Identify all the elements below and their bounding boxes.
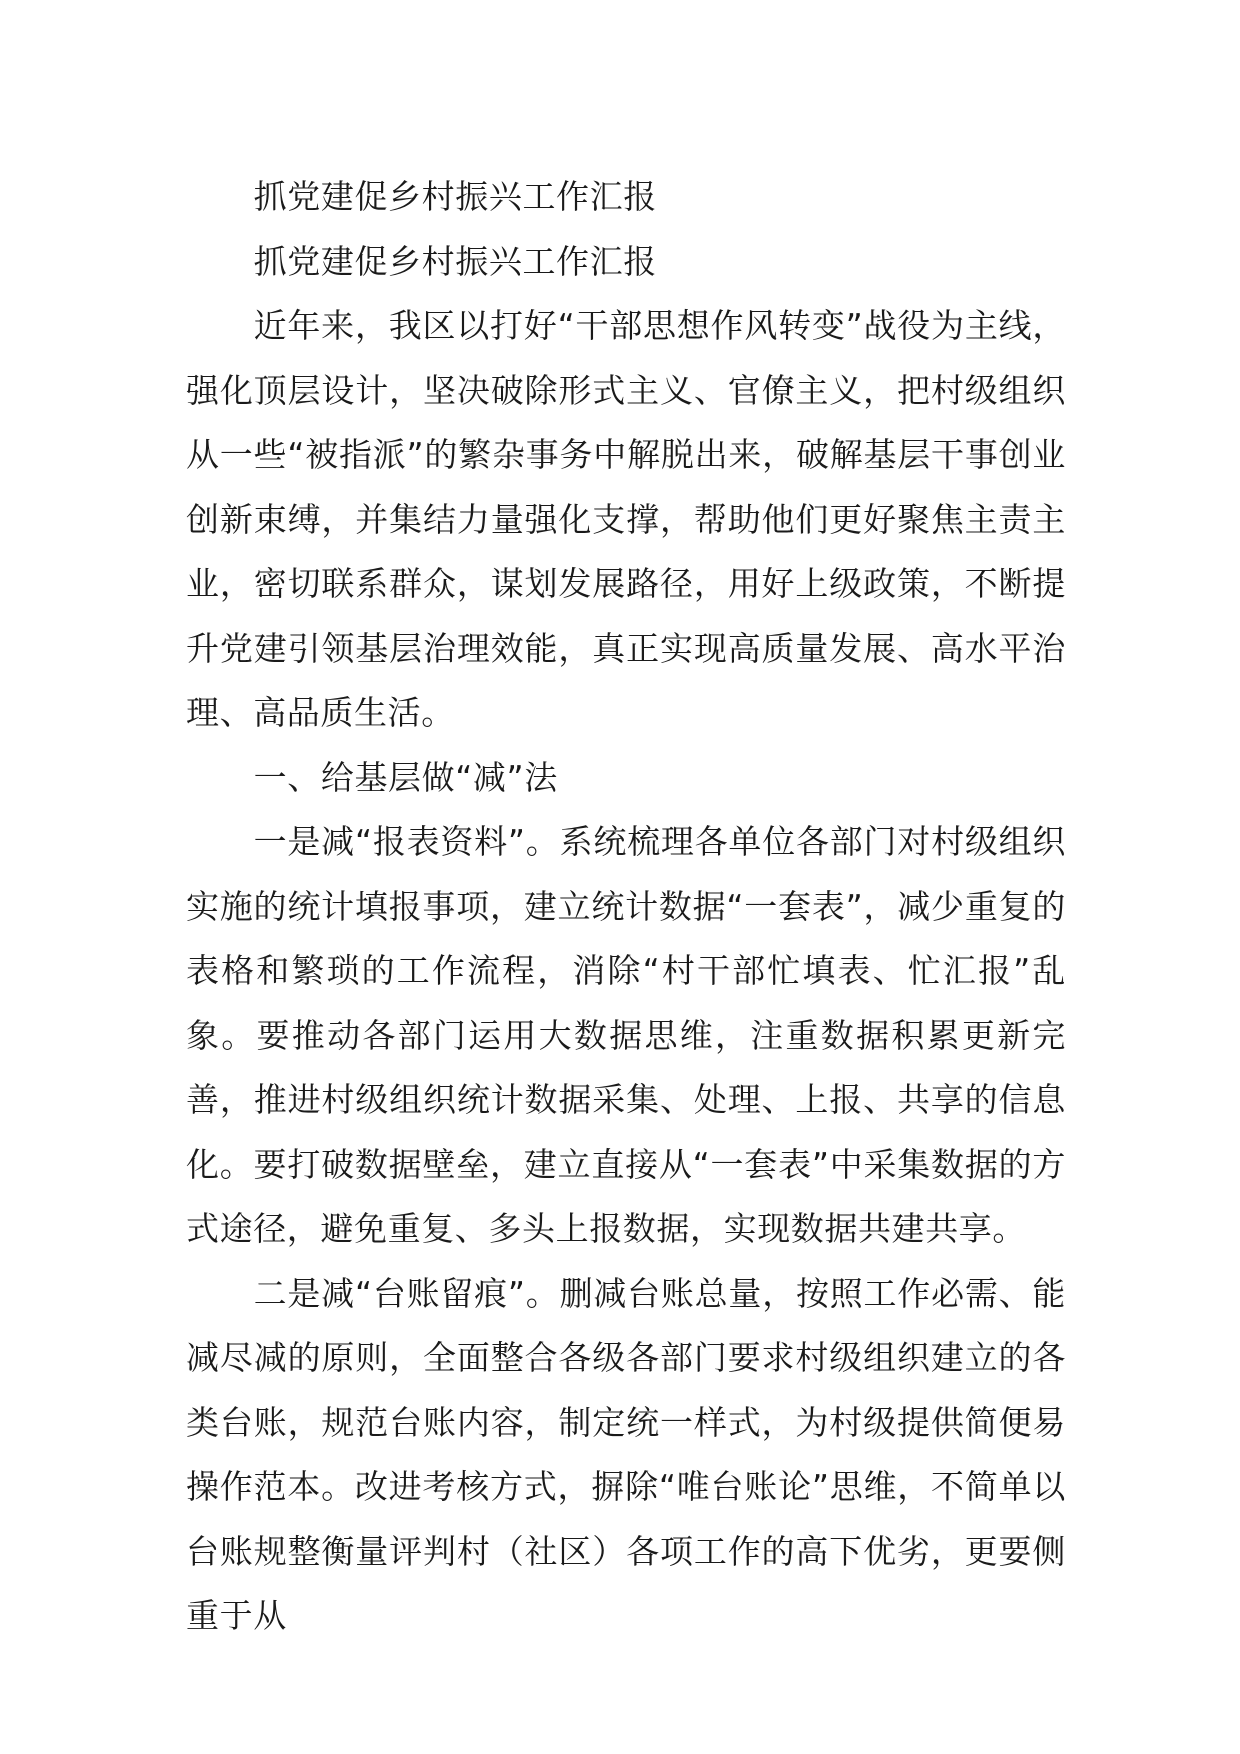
document-body [186, 165, 1066, 1649]
body-paragraph: 一是减“报表资料”。系统梳理各单位各部门对村级组织实施的统计填报事项，建立统计数据“一套表”，减少重复的表格和繁琐的工作流程，消除“村干部忙填表、忙汇报”乱象。要推动各部门运用大数据思维，注重数据积累更新完善，推进村级组织统计数据采集、处理、上报、共享的信息化。要打破数据壁垒，建立直接从“一套表”中采集数据的方式途径，避免重复、多头上报数据，实现数据共建共享。 [186, 822, 1066, 1248]
document-title: 抓党建促乡村振兴工作汇报 [253, 177, 657, 216]
body-paragraph: 二是减“台账留痕”。删减台账总量，按照工作必需、能减尽减的原则，全面整合各级各部门要求村级组织建立的各类台账，规范台账内容，制定统一样式，为村级提供简便易操作范本。改进考核方式，摒除“唯台账论”思维，不简单以台账规整衡量评判村（社区）各项工作的高下优劣，更要侧重于从 [186, 1273, 1066, 1635]
document-title-repeat: 抓党建促乡村振兴工作汇报 [253, 241, 657, 281]
section-heading: 一、给基层做“减”法 [253, 757, 558, 797]
intro-paragraph: 近年来，我区以打好“干部思想作风转变”战役为主线，强化顶层设计，坚决破除形式主义、官僚主义，把村级组织从一些“被指派”的繁杂事务中解脱出来，破解基层干事创业创新束缚，并集结力量强化支撑，帮助他们更好聚焦主责主业，密切联系群众，谋划发展路径，用好上级政策，不断提升党建引领基层治理效能，真正实现高质量发展、高水平治理、高品质生活。 [186, 306, 1066, 732]
